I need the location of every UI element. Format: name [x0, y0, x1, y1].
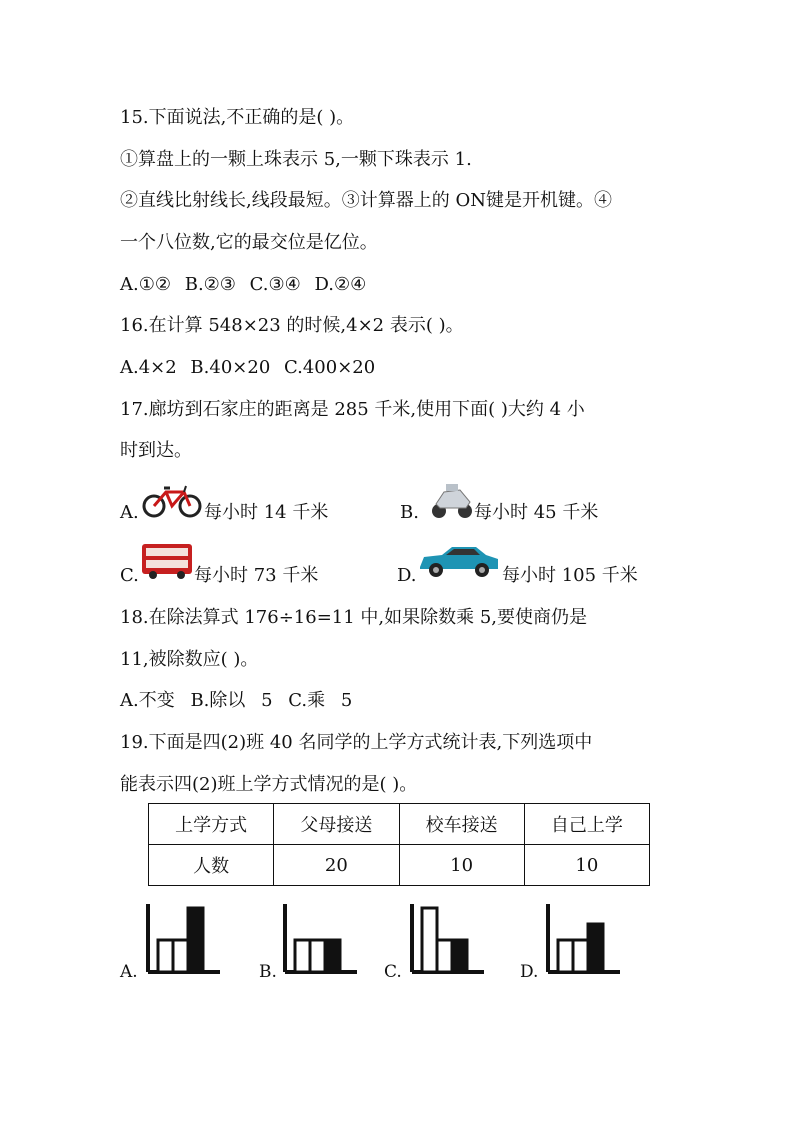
- table-cell: 20: [274, 845, 399, 886]
- q19-option-d-chart: [544, 900, 624, 978]
- q17-option-d-letter: D.: [397, 565, 417, 586]
- q17-option-c-letter: C.: [120, 565, 139, 586]
- chart-bar: [325, 940, 340, 972]
- q18-stem-line2: 11,被除数应( )。: [120, 649, 259, 670]
- chart-bar: [188, 908, 203, 972]
- q17-option-a-text: 每小时 14 千米: [204, 502, 329, 523]
- q19-option-a-chart: [144, 900, 224, 978]
- q18-stem-line1: 18.在除法算式 176÷16=11 中,如果除数乘 5,要使商仍是: [120, 607, 588, 628]
- q15-stem: 15.下面说法,不正确的是( )。: [120, 107, 355, 128]
- table-cell: 人数: [149, 845, 274, 886]
- q17-option-d-text: 每小时 105 千米: [502, 565, 638, 586]
- table-header-cell: 自己上学: [524, 804, 649, 845]
- q15-statement-3: 一个八位数,它的最交位是亿位。: [120, 232, 378, 253]
- q18-options: A.不变 B.除以 5 C.乘 5: [120, 690, 353, 711]
- q17-option-c-text: 每小时 73 千米: [194, 565, 319, 586]
- q19-option-c-chart: [408, 900, 488, 978]
- q17-option-a-letter: A.: [120, 502, 139, 523]
- table-header-cell: 校车接送: [399, 804, 524, 845]
- chart-bar: [452, 940, 467, 972]
- chart-bar: [295, 940, 310, 972]
- table-header-cell: 上学方式: [149, 804, 274, 845]
- stats-table: [148, 803, 650, 886]
- q19-option-b-letter: B.: [259, 962, 277, 982]
- q19-stem-line2: 能表示四(2)班上学方式情况的是( )。: [120, 774, 418, 795]
- chart-bar: [558, 940, 573, 972]
- q15-statement-1: ①算盘上的一颗上珠表示 5,一颗下珠表示 1.: [120, 149, 472, 170]
- q17-option-b-text: 每小时 45 千米: [474, 502, 599, 523]
- q15-statement-2: ②直线比射线长,线段最短。③计算器上的 ON键是开机键。④: [120, 190, 612, 211]
- q19-option-a-letter: A.: [120, 962, 138, 982]
- double-decker-bus-icon: [140, 542, 194, 580]
- car-icon: [416, 543, 502, 579]
- bicycle-icon: [142, 482, 202, 518]
- chart-bar: [173, 940, 188, 972]
- chart-bar: [588, 924, 603, 972]
- chart-bar: [437, 940, 452, 972]
- chart-bar: [573, 940, 588, 972]
- q17-stem-line1: 17.廊坊到石家庄的距离是 285 千米,使用下面( )大约 4 小: [120, 399, 585, 420]
- table-cell: 10: [399, 845, 524, 886]
- table-row: [149, 845, 650, 886]
- q19-option-d-letter: D.: [520, 962, 539, 982]
- q19-option-c-letter: C.: [384, 962, 402, 982]
- q16-stem: 16.在计算 548×23 的时候,4×2 表示( )。: [120, 315, 464, 336]
- q17-stem-line2: 时到达。: [120, 440, 192, 461]
- table-cell: 10: [524, 845, 649, 886]
- motorcycle-icon: [430, 480, 474, 520]
- chart-bar: [422, 908, 437, 972]
- q19-stem-line1: 19.下面是四(2)班 40 名同学的上学方式统计表,下列选项中: [120, 732, 593, 753]
- chart-bar: [310, 940, 325, 972]
- q15-options: A.①② B.②③ C.③④ D.②④: [120, 274, 367, 295]
- table-header-cell: 父母接送: [274, 804, 399, 845]
- q16-options: A.4×2 B.40×20 C.400×20: [120, 357, 376, 378]
- chart-bar: [158, 940, 173, 972]
- q17-option-b-letter: B.: [400, 502, 419, 523]
- table-header-row: [149, 804, 650, 845]
- q19-option-b-chart: [281, 900, 361, 978]
